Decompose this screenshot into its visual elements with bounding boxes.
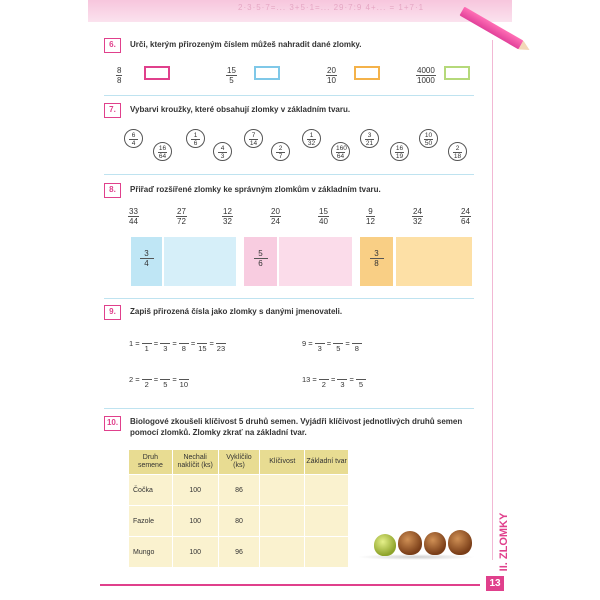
planted-cell: 100: [172, 506, 218, 537]
circle-fraction: [332, 145, 349, 160]
equals-sign: =: [151, 339, 161, 348]
germination-answer-cell[interactable]: [260, 475, 305, 506]
fraction-blank[interactable]: [142, 339, 152, 353]
fraction-blank[interactable]: [216, 339, 226, 353]
divider: [104, 174, 474, 175]
denominator: 1: [144, 344, 149, 353]
numerator: 16: [158, 145, 167, 152]
numerator: 15: [319, 207, 328, 216]
task-instruction: Urči, kterým přirozeným číslem můžeš nahradit dané zlomky.: [130, 40, 362, 49]
equation-line: [302, 375, 366, 389]
numerator: 15: [227, 66, 236, 75]
expanded-fraction: [366, 207, 375, 226]
fraction-circle[interactable]: [271, 142, 290, 161]
numerator: 24: [413, 207, 422, 216]
expanded-fraction: [222, 207, 233, 226]
seed-name-cell: Mungo: [129, 537, 173, 568]
numerator: 7: [249, 132, 258, 140]
numerator: 2: [453, 145, 462, 153]
task-instruction: Zapiš přirozená čísla jako zlomky s danými jmenovateli.: [130, 307, 343, 316]
equals-sign: =: [170, 375, 179, 384]
denominator: 18: [453, 153, 462, 160]
circle-fraction: [449, 145, 466, 160]
target-fraction-cell: [360, 237, 393, 286]
header-cell: Klíčivost: [260, 450, 305, 475]
fraction-blank[interactable]: [315, 339, 325, 353]
germination-answer-cell[interactable]: [260, 506, 305, 537]
denominator: 23: [216, 344, 226, 353]
fraction-circle[interactable]: [186, 129, 205, 148]
basic-form-answer-cell[interactable]: [305, 537, 349, 568]
table-row: [129, 506, 349, 537]
numerator: 9: [366, 207, 375, 217]
sprouted-cell: 96: [218, 537, 260, 568]
task-number: 10.: [104, 416, 121, 431]
equals-sign: =: [347, 375, 357, 384]
denominator: 1000: [417, 76, 435, 85]
denominator: 3: [163, 344, 168, 353]
fraction-blank[interactable]: [160, 375, 170, 389]
equals-sign: =: [188, 339, 198, 348]
circle-fraction: [303, 132, 320, 147]
header-cell: Základní tvar: [305, 450, 349, 475]
denominator: 40: [319, 217, 328, 226]
denominator: 4: [144, 259, 149, 268]
fraction-circle[interactable]: [302, 129, 321, 148]
numerator: 3: [365, 132, 374, 140]
denominator: 10: [327, 76, 336, 85]
target-fraction: [131, 249, 162, 268]
circle-fraction: [214, 145, 231, 160]
fraction-circle[interactable]: [448, 142, 467, 161]
fraction-circle[interactable]: [213, 142, 232, 161]
task-6-fraction: [326, 66, 337, 85]
denominator: 32: [307, 140, 316, 147]
denominator: 12: [366, 217, 375, 226]
fraction-blank[interactable]: [319, 375, 329, 389]
denominator: 8: [181, 344, 186, 353]
denominator: 6: [258, 259, 263, 268]
denominator: 8: [117, 76, 122, 85]
equals-sign: =: [343, 339, 352, 348]
equals-sign: =: [207, 339, 216, 348]
numerator: 12: [223, 207, 232, 216]
denominator: 15: [198, 344, 207, 353]
numerator: 3: [140, 249, 154, 259]
fraction-circle[interactable]: [419, 129, 438, 148]
seed-icon: [398, 531, 422, 555]
answer-area[interactable]: [396, 237, 472, 286]
numerator: 1: [191, 132, 200, 140]
denominator: 6: [193, 140, 198, 147]
target-fraction-cell: [131, 237, 162, 286]
circle-fraction: [187, 132, 204, 147]
fraction-blank[interactable]: [337, 375, 347, 389]
target-fraction: [244, 249, 277, 268]
fraction-circle[interactable]: [331, 142, 350, 161]
denominator: 5: [229, 76, 234, 85]
denominator: 7: [278, 153, 283, 160]
fraction-blank[interactable]: [333, 339, 343, 353]
seeds-illustration: [352, 524, 477, 560]
circle-fraction: [420, 132, 437, 147]
task-number: 6.: [104, 38, 121, 53]
answer-box[interactable]: [444, 66, 470, 80]
numerator: 10: [424, 132, 433, 139]
task-number: 7.: [104, 103, 121, 118]
seeds-table: [128, 449, 349, 568]
footer-bar: [100, 584, 480, 586]
header-math-pattern: 2·3·5·7=... 3+5·1=... 29·7:9 4+... = 1+7·1: [238, 3, 425, 12]
table-row: [129, 475, 349, 506]
fraction-blank[interactable]: [352, 339, 362, 353]
answer-area[interactable]: [279, 237, 352, 286]
fraction-circle[interactable]: [124, 129, 143, 148]
denominator: 72: [177, 217, 186, 226]
numerator: 27: [177, 207, 186, 216]
circle-fraction: [272, 145, 289, 160]
numerator: 4000: [417, 66, 435, 75]
denominator: 64: [336, 153, 345, 160]
numerator: 160: [336, 145, 347, 152]
denominator: 64: [158, 153, 167, 160]
sprouted-cell: 80: [218, 506, 260, 537]
target-fraction-cell: [244, 237, 277, 286]
expanded-fraction: [128, 207, 139, 226]
denominator: 5: [358, 380, 364, 389]
equals-sign: =: [324, 339, 334, 348]
task-6-fraction: [226, 66, 237, 85]
equals-sign: =: [151, 375, 161, 384]
fraction-circle[interactable]: [360, 129, 379, 148]
equation-lhs: 2 =: [129, 375, 142, 384]
circle-fraction: [125, 132, 142, 147]
denominator: 3: [220, 153, 225, 160]
seed-icon: [424, 532, 446, 555]
task-6-fraction: [416, 66, 436, 85]
numerator: 20: [327, 66, 336, 75]
expanded-fraction: [412, 207, 423, 226]
equals-sign: =: [328, 375, 338, 384]
planted-cell: 100: [172, 475, 218, 506]
denominator: 2: [321, 380, 326, 389]
numerator: 6: [129, 132, 138, 140]
denominator: 21: [365, 140, 374, 147]
denominator: 3: [317, 344, 322, 353]
seed-name-cell: Fazole: [129, 506, 173, 537]
fraction-circle[interactable]: [390, 142, 409, 161]
numerator: 1: [307, 132, 316, 140]
task-instruction: Přiřaď rozšířené zlomky ke správným zlomkům v základním tvaru.: [130, 185, 381, 194]
numerator: 2: [276, 145, 285, 153]
denominator: 3: [340, 380, 345, 389]
denominator: 19: [395, 153, 404, 160]
numerator: 33: [129, 207, 138, 216]
expanded-fraction: [270, 207, 281, 226]
header-cell: Nechali naklíčit (ks): [172, 450, 218, 475]
denominator: 5: [336, 344, 341, 353]
equals-sign: =: [170, 339, 179, 348]
circle-fraction: [361, 132, 378, 147]
equation-lhs: 9 =: [302, 339, 315, 348]
seed-icon: [448, 530, 472, 555]
header-cell: Vyklíčilo (ks): [218, 450, 260, 475]
expanded-fraction: [318, 207, 329, 226]
seed-icon: [374, 534, 396, 556]
denominator: 32: [413, 217, 422, 226]
denominator: 64: [461, 217, 470, 226]
equation-line: [129, 375, 189, 389]
denominator: 50: [424, 140, 433, 147]
answer-box[interactable]: [254, 66, 280, 80]
numerator: 20: [271, 207, 280, 216]
circle-fraction: [391, 145, 408, 160]
divider: [104, 408, 474, 409]
section-title: II. ZLOMKY: [498, 512, 510, 572]
answer-box[interactable]: [354, 66, 380, 80]
denominator: 2: [144, 380, 149, 389]
fraction-blank[interactable]: [179, 339, 189, 353]
equation-lhs: 13 =: [302, 375, 319, 384]
circle-fraction: [154, 145, 171, 160]
header-band: [88, 0, 512, 22]
task-instruction-line1: Biologové zkoušeli klíčivost 5 druhů semen. Vyjádři klíčivost jednotlivých druhů semen: [130, 417, 463, 426]
page-number: 13: [486, 576, 504, 591]
expanded-fraction: [460, 207, 471, 226]
germination-answer-cell[interactable]: [260, 537, 305, 568]
denominator: 5: [163, 380, 168, 389]
sidebar-divider: [492, 40, 493, 560]
task-instruction: Vybarvi kroužky, které obsahují zlomky v základním tvaru.: [130, 105, 351, 114]
header-cell: Druh semene: [129, 450, 173, 475]
denominator: 24: [271, 217, 280, 226]
equation-line: [129, 339, 226, 353]
fraction-blank[interactable]: [356, 375, 366, 389]
fraction-blank[interactable]: [142, 375, 152, 389]
target-fraction: [360, 249, 393, 268]
seed-name-cell: Čočka: [129, 475, 173, 506]
table-row: [129, 537, 349, 568]
numerator: 5: [254, 249, 268, 259]
task-instruction-line2: pomocí zlomků. Zlomky zkrať na základní tvar.: [130, 428, 307, 437]
expanded-fraction: [176, 207, 187, 226]
sprouted-cell: 86: [218, 475, 260, 506]
task-number: 8.: [104, 183, 121, 198]
numerator: 4: [218, 145, 227, 153]
fraction-circle[interactable]: [153, 142, 172, 161]
basic-form-answer-cell[interactable]: [305, 506, 349, 537]
answer-box[interactable]: [144, 66, 170, 80]
numerator: 24: [461, 207, 470, 216]
fraction-blank[interactable]: [160, 339, 170, 353]
numerator: 8: [117, 66, 122, 75]
numerator: 16: [395, 145, 404, 152]
denominator: 4: [131, 140, 136, 147]
denominator: 44: [129, 217, 138, 226]
task-6-fraction: [116, 66, 122, 85]
equation-line: [302, 339, 362, 353]
task-number: 9.: [104, 305, 121, 320]
divider: [104, 298, 474, 299]
equation-lhs: 1 =: [129, 339, 142, 348]
denominator: 8: [374, 259, 379, 268]
planted-cell: 100: [172, 537, 218, 568]
table-header-row: [129, 450, 349, 475]
basic-form-answer-cell[interactable]: [305, 475, 349, 506]
answer-area[interactable]: [164, 237, 236, 286]
denominator: 32: [223, 217, 232, 226]
fraction-blank[interactable]: [179, 375, 189, 389]
circle-fraction: [245, 132, 262, 147]
denominator: 14: [249, 140, 258, 147]
fraction-circle[interactable]: [244, 129, 263, 148]
denominator: 8: [354, 344, 359, 353]
divider: [104, 95, 474, 96]
denominator: 10: [179, 380, 189, 389]
fraction-blank[interactable]: [197, 339, 207, 353]
numerator: 3: [370, 249, 384, 259]
